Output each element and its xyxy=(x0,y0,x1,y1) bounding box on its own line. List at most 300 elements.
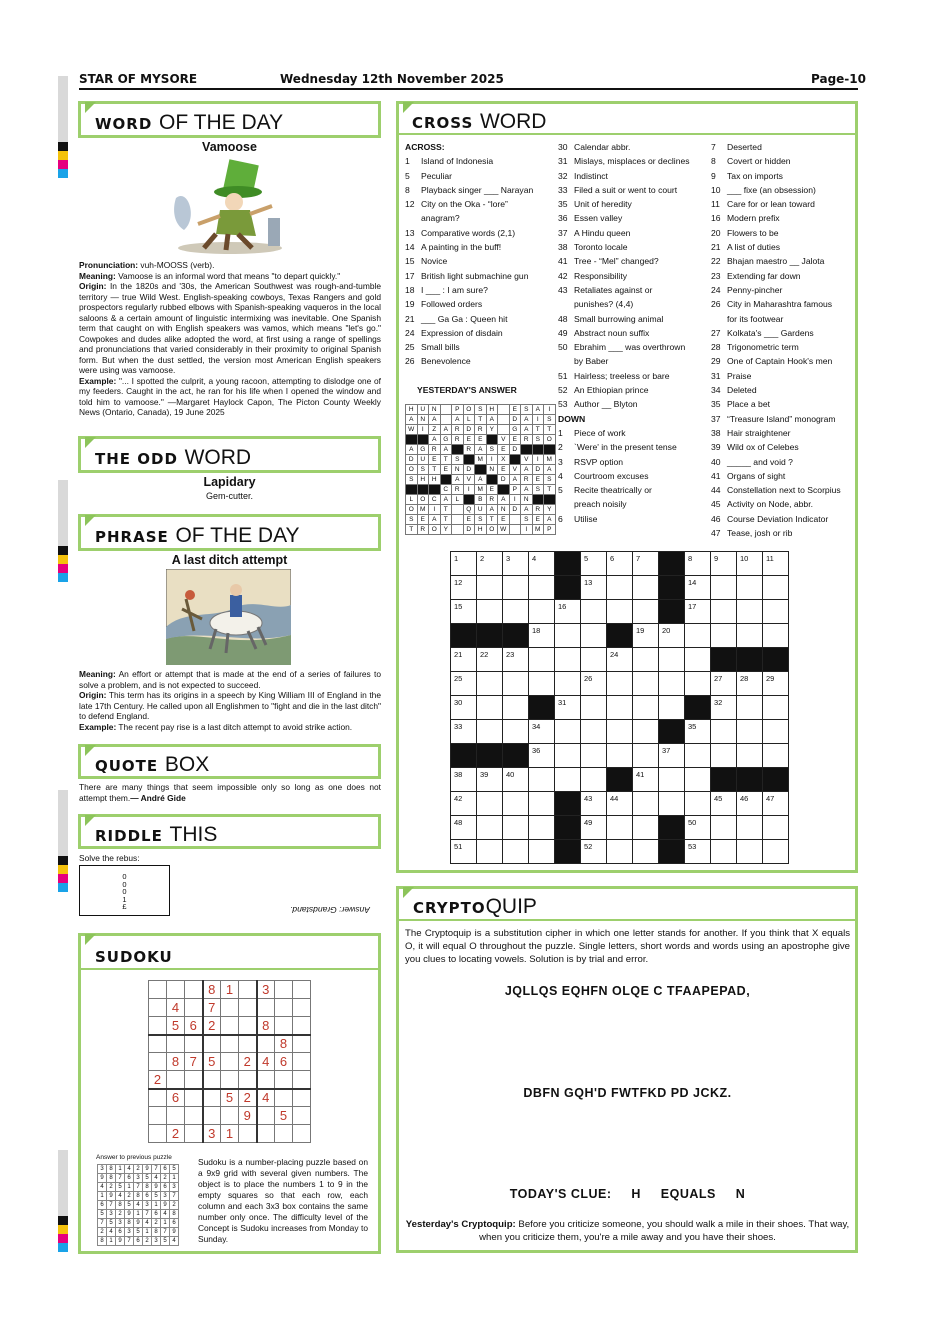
clue-number: 37 xyxy=(558,227,568,238)
crossword-cell[interactable]: 35 xyxy=(685,720,711,744)
crossword-cell[interactable] xyxy=(529,816,555,840)
crossword-cell[interactable] xyxy=(607,744,633,768)
sudoku-cell[interactable]: 8 xyxy=(203,981,221,999)
clue-number: 1 xyxy=(405,156,410,167)
sudoku-cell[interactable] xyxy=(239,1017,257,1035)
sudoku-cell[interactable] xyxy=(257,999,275,1017)
sudoku-cell[interactable] xyxy=(185,1035,203,1053)
crossword-cell[interactable] xyxy=(711,600,737,624)
sudoku-cell[interactable]: 1 xyxy=(221,1125,239,1143)
sudoku-cell: 9 xyxy=(107,1192,116,1201)
sudoku-cell[interactable]: 7 xyxy=(203,999,221,1017)
sudoku-cell[interactable]: 5 xyxy=(221,1089,239,1107)
crossword-cell[interactable] xyxy=(763,600,789,624)
sudoku-cell[interactable] xyxy=(167,1107,185,1125)
crossword-cell[interactable]: 12 xyxy=(451,576,477,600)
crossword-cell[interactable] xyxy=(477,576,503,600)
answer-cell xyxy=(521,445,533,455)
sudoku-cell[interactable] xyxy=(293,1071,311,1089)
paper-name: STAR OF MYSORE xyxy=(79,72,198,86)
crossword-cell[interactable]: 42 xyxy=(451,792,477,816)
crossword-cell[interactable] xyxy=(633,840,659,864)
answer-cell: A xyxy=(429,435,441,445)
crossword-cell[interactable] xyxy=(477,816,503,840)
black-square xyxy=(607,624,633,648)
crossword-cell[interactable]: 20 xyxy=(659,624,685,648)
crossword-cell[interactable]: 31 xyxy=(555,696,581,720)
crossword-cell[interactable]: 38 xyxy=(451,768,477,792)
sudoku-cell: 8 xyxy=(107,1174,116,1183)
sudoku-cell[interactable]: 6 xyxy=(167,1089,185,1107)
crossword-cell[interactable]: 8 xyxy=(685,552,711,576)
crossword-cell[interactable] xyxy=(633,720,659,744)
clue-number: 2 xyxy=(558,442,563,453)
sudoku-answer-grid xyxy=(97,1164,179,1246)
crossword-cell[interactable]: 53 xyxy=(685,840,711,864)
sudoku-cell: 5 xyxy=(116,1183,125,1192)
clue-number: 39 xyxy=(711,442,721,453)
sudoku-cell[interactable]: 8 xyxy=(257,1017,275,1035)
sudoku-cell[interactable]: 2 xyxy=(149,1071,167,1089)
sudoku-cell: 6 xyxy=(143,1192,152,1201)
crossword-cell[interactable]: 22 xyxy=(477,648,503,672)
sudoku-cell[interactable] xyxy=(149,981,167,999)
sudoku-cell[interactable] xyxy=(221,1071,239,1089)
sudoku-cell: 1 xyxy=(143,1228,152,1237)
clue xyxy=(405,354,533,368)
crossword-cell[interactable] xyxy=(607,600,633,624)
crossword-cell[interactable] xyxy=(477,792,503,816)
crossword-cell[interactable] xyxy=(737,576,763,600)
sudoku-cell[interactable] xyxy=(293,1107,311,1125)
crossword-cell[interactable] xyxy=(711,624,737,648)
answer-cell: N xyxy=(417,415,429,425)
clue-number: 8 xyxy=(405,184,410,195)
sudoku-cell[interactable] xyxy=(293,981,311,999)
crossword-cell[interactable] xyxy=(633,672,659,696)
crossword-cell[interactable]: 26 xyxy=(581,672,607,696)
crossword-cell[interactable]: 27 xyxy=(711,672,737,696)
crossword-cell[interactable] xyxy=(659,792,685,816)
answer-cell: W xyxy=(498,525,510,535)
sudoku-cell[interactable] xyxy=(293,1035,311,1053)
crossword-cell[interactable] xyxy=(555,720,581,744)
sudoku-cell[interactable] xyxy=(149,1107,167,1125)
crossword-cell[interactable]: 15 xyxy=(451,600,477,624)
crossword-cell[interactable] xyxy=(607,576,633,600)
crossword-cell[interactable] xyxy=(477,696,503,720)
crossword-cell[interactable]: 48 xyxy=(451,816,477,840)
sudoku-cell: 1 xyxy=(107,1237,116,1246)
crossword-cell[interactable]: 41 xyxy=(633,768,659,792)
crossword-cell[interactable] xyxy=(529,792,555,816)
crossword-cell[interactable] xyxy=(633,792,659,816)
crossword-cell[interactable] xyxy=(477,720,503,744)
crossword-cell[interactable] xyxy=(737,720,763,744)
crossword-cell[interactable] xyxy=(659,696,685,720)
crossword-cell[interactable]: 50 xyxy=(685,816,711,840)
sudoku-cell[interactable]: 4 xyxy=(257,1089,275,1107)
answer-cell: N xyxy=(452,465,464,475)
sudoku-cell[interactable] xyxy=(275,1071,293,1089)
sudoku-cell[interactable] xyxy=(149,1053,167,1071)
sudoku-cell[interactable]: 6 xyxy=(185,1017,203,1035)
crossword-cell[interactable] xyxy=(503,576,529,600)
sudoku-cell[interactable] xyxy=(185,981,203,999)
sudoku-cell[interactable]: 6 xyxy=(275,1053,293,1071)
crossword-cell[interactable]: 17 xyxy=(685,600,711,624)
answer-cell: O xyxy=(417,495,429,505)
sudoku-cell[interactable] xyxy=(149,1089,167,1107)
yesterday-answer-grid xyxy=(405,404,556,535)
clue xyxy=(405,226,533,240)
crossword-cell[interactable]: 2 xyxy=(477,552,503,576)
crossword-cell[interactable] xyxy=(555,648,581,672)
crossword-cell[interactable] xyxy=(529,600,555,624)
sudoku-cell[interactable] xyxy=(203,1071,221,1089)
sudoku-grid[interactable] xyxy=(148,980,311,1143)
sudoku-cell[interactable] xyxy=(257,1107,275,1125)
sudoku-cell[interactable] xyxy=(275,1125,293,1143)
sudoku-cell[interactable] xyxy=(239,1071,257,1089)
clue-number: 5 xyxy=(405,170,410,181)
crossword-cell[interactable]: 43 xyxy=(581,792,607,816)
crossword-cell[interactable] xyxy=(529,840,555,864)
crossword-cell[interactable] xyxy=(581,600,607,624)
crossword-cell[interactable] xyxy=(581,648,607,672)
crossword-cell[interactable] xyxy=(607,672,633,696)
sudoku-cell[interactable] xyxy=(293,1053,311,1071)
crossword-cell[interactable]: 21 xyxy=(451,648,477,672)
crossword-cell[interactable]: 1 xyxy=(451,552,477,576)
crossword-cell[interactable] xyxy=(737,816,763,840)
crossword-cell[interactable]: 10 xyxy=(737,552,763,576)
clues-across-2: 30 Calendar abbr. 31 Mislays, misplaces or declines 32 Indistinct 33 Filed a suit or went to court 35 Unit of heredity 36 Essen valley 37 A Hindu queen 38 Toronto locale 41 Tree - “Mel” changed? 42 Responsibility 43 Retaliates against or punishes? (4,4) 48 Small burrowing animal 49 Abstract noun suffix 50 Ebrahim ___ was overthrown by Baber 51 Hairless; treeless or bare 52 An Ethiopian prince 53 Author __ Blyton DOWN 1 Piece of work 2 `Were' in the present tense 3 RSVP option 4 Courtroom excuses 5 Recite theatrically or preach noisily 6 Utilise xyxy=(558,140,690,526)
page-number: Page-10 xyxy=(811,72,866,86)
answer-cell: S xyxy=(521,405,533,415)
answer-cell: A xyxy=(452,475,464,485)
answer-cell: A xyxy=(486,505,498,515)
sudoku-cell[interactable] xyxy=(239,999,257,1017)
crossword-cell[interactable] xyxy=(555,768,581,792)
crossword-cell[interactable] xyxy=(477,600,503,624)
crossword-cell[interactable] xyxy=(581,696,607,720)
clue xyxy=(711,497,841,511)
crossword-cell[interactable] xyxy=(581,744,607,768)
crossword-cell[interactable] xyxy=(555,624,581,648)
crossword-cell[interactable] xyxy=(529,648,555,672)
crossword-cell[interactable] xyxy=(659,768,685,792)
clue-number: 1 xyxy=(558,427,563,438)
sudoku-cell[interactable] xyxy=(275,981,293,999)
answer-cell: A xyxy=(429,515,441,525)
crossword-cell[interactable]: 29 xyxy=(763,672,789,696)
crossword-cell[interactable] xyxy=(685,792,711,816)
crossword-cell[interactable] xyxy=(737,600,763,624)
crossword-cell[interactable] xyxy=(633,600,659,624)
crossword-cell[interactable] xyxy=(581,720,607,744)
crossword-cell[interactable] xyxy=(503,672,529,696)
sudoku-cell[interactable] xyxy=(275,1089,293,1107)
crossword-cell[interactable]: 24 xyxy=(607,648,633,672)
clue xyxy=(405,211,533,225)
answer-cell: L xyxy=(406,495,418,505)
sudoku-cell: 4 xyxy=(116,1192,125,1201)
crossword-cell[interactable] xyxy=(633,816,659,840)
crossword-cell[interactable] xyxy=(685,648,711,672)
sudoku-cell[interactable]: 1 xyxy=(221,981,239,999)
crossword-cell[interactable] xyxy=(607,840,633,864)
crossword-cell[interactable] xyxy=(607,696,633,720)
answer-cell xyxy=(532,445,544,455)
crossword-cell[interactable] xyxy=(529,672,555,696)
crossword-cell[interactable]: 45 xyxy=(711,792,737,816)
clue-number: 35 xyxy=(558,199,568,210)
crossword-cell[interactable] xyxy=(763,816,789,840)
sudoku-cell[interactable]: 2 xyxy=(167,1125,185,1143)
sudoku-cell[interactable] xyxy=(221,1035,239,1053)
crossword-cell[interactable] xyxy=(503,792,529,816)
clue-number: 8 xyxy=(711,156,716,167)
answer-cell: I xyxy=(509,495,521,505)
crossword-cell[interactable]: 18 xyxy=(529,624,555,648)
sudoku-cell[interactable] xyxy=(185,1125,203,1143)
sudoku-cell[interactable] xyxy=(293,1125,311,1143)
crossword-cell[interactable]: 37 xyxy=(659,744,685,768)
sudoku-cell[interactable]: 5 xyxy=(275,1107,293,1125)
clue-number: 24 xyxy=(405,327,415,338)
sudoku-cell[interactable] xyxy=(203,1089,221,1107)
sudoku-cell[interactable] xyxy=(203,1107,221,1125)
sudoku-cell[interactable]: 4 xyxy=(257,1053,275,1071)
sudoku-cell[interactable] xyxy=(239,1035,257,1053)
sudoku-cell[interactable]: 8 xyxy=(167,1053,185,1071)
sudoku-cell[interactable] xyxy=(293,1089,311,1107)
answer-cell: E xyxy=(532,475,544,485)
answer-cell: I xyxy=(521,525,533,535)
sudoku-cell[interactable] xyxy=(257,1035,275,1053)
sudoku-cell[interactable]: 9 xyxy=(239,1107,257,1125)
crossword-cell[interactable] xyxy=(659,672,685,696)
crossword-cell[interactable]: 6 xyxy=(607,552,633,576)
crossword-cell[interactable]: 39 xyxy=(477,768,503,792)
sudoku-cell[interactable] xyxy=(149,1035,167,1053)
crossword-cell[interactable] xyxy=(607,816,633,840)
sudoku-cell[interactable]: 5 xyxy=(203,1053,221,1071)
sudoku-cell: 4 xyxy=(134,1201,143,1210)
crossword-cell[interactable]: 51 xyxy=(451,840,477,864)
sudoku-cell[interactable] xyxy=(293,999,311,1017)
sudoku-cell: 5 xyxy=(161,1237,170,1246)
crossword-cell[interactable] xyxy=(711,576,737,600)
sudoku-cell[interactable] xyxy=(275,999,293,1017)
clue-number: 7 xyxy=(711,142,716,152)
crossword-cell[interactable] xyxy=(711,816,737,840)
crossword-cell[interactable]: 52 xyxy=(581,840,607,864)
crossword-cell[interactable] xyxy=(529,768,555,792)
potd-body: Meaning: An effort or attempt that is made at the end of a series of failures to solve a problem, and is not expected to succeed. Origin: This term has its origins in a speech by King William III of England in the late 17th Century. He called upon all Englishmen to "fight and die in the last ditch" to defend England. Example: The recent pay rise is a last ditch attempt to avoid strike action. xyxy=(79,669,381,732)
sudoku-cell[interactable] xyxy=(149,999,167,1017)
crossword-cell[interactable] xyxy=(581,624,607,648)
crossword-cell[interactable]: 25 xyxy=(451,672,477,696)
clue xyxy=(558,354,690,368)
crossword-cell[interactable] xyxy=(711,720,737,744)
sudoku-cell[interactable] xyxy=(167,1071,185,1089)
crossword-cell[interactable] xyxy=(555,744,581,768)
sudoku-cell[interactable] xyxy=(203,1035,221,1053)
crossword-cell[interactable] xyxy=(529,576,555,600)
crossword-cell[interactable]: 23 xyxy=(503,648,529,672)
sudoku-cell[interactable] xyxy=(185,1107,203,1125)
crossword-cell[interactable]: 40 xyxy=(503,768,529,792)
crossword-cell[interactable] xyxy=(737,696,763,720)
crossword-cell[interactable] xyxy=(633,648,659,672)
crossword-cell[interactable] xyxy=(503,840,529,864)
black-square xyxy=(529,696,555,720)
clue xyxy=(558,140,690,154)
crossword-cell[interactable] xyxy=(711,840,737,864)
crossword-cell[interactable] xyxy=(737,840,763,864)
sudoku-cell: 1 xyxy=(170,1174,179,1183)
sudoku-cell: 3 xyxy=(143,1201,152,1210)
crossword-cell[interactable] xyxy=(763,576,789,600)
clue-text: A list of duties xyxy=(727,242,781,253)
crossword-cell[interactable] xyxy=(737,744,763,768)
crossword-cell[interactable] xyxy=(633,576,659,600)
sudoku-description: Sudoku is a number-placing puzzle based on a 9x9 grid with several given numbers. The object is to place the numbers 1 to 9 in the empty squares so that each row, each column and each 3x3 box contains the same number only once. The difficulty level of the Concept is Sudoku increases from Monday to Sunday. xyxy=(198,1157,368,1244)
crossword-cell[interactable] xyxy=(763,696,789,720)
black-square xyxy=(685,696,711,720)
crossword-grid[interactable] xyxy=(450,551,789,864)
crossword-cell[interactable]: 33 xyxy=(451,720,477,744)
crossword-cell[interactable] xyxy=(477,672,503,696)
clue-text: Covert or hidden xyxy=(727,156,791,167)
sudoku-cell[interactable] xyxy=(293,1017,311,1035)
sudoku-cell[interactable]: 3 xyxy=(257,981,275,999)
answer-cell: A xyxy=(486,415,498,425)
crossword-cell[interactable] xyxy=(763,840,789,864)
crossword-cell[interactable]: 49 xyxy=(581,816,607,840)
sudoku-cell[interactable]: 2 xyxy=(239,1053,257,1071)
crossword-cell[interactable]: 19 xyxy=(633,624,659,648)
crossword-cell[interactable] xyxy=(581,768,607,792)
crossword-cell[interactable] xyxy=(503,696,529,720)
clue-text: RSVP option xyxy=(574,456,624,467)
crossword-cell[interactable] xyxy=(503,600,529,624)
crossword-cell[interactable] xyxy=(685,744,711,768)
crossword-cell[interactable] xyxy=(659,648,685,672)
sudoku-cell[interactable] xyxy=(257,1125,275,1143)
answer-cell: S xyxy=(417,465,429,475)
answer-cell: A xyxy=(509,475,521,485)
sudoku-cell[interactable]: 4 xyxy=(167,999,185,1017)
crossword-cell[interactable]: 3 xyxy=(503,552,529,576)
crossword-cell[interactable] xyxy=(555,672,581,696)
sudoku-cell[interactable] xyxy=(185,1089,203,1107)
crossword-cell[interactable]: 4 xyxy=(529,552,555,576)
sudoku-cell[interactable]: 2 xyxy=(203,1017,221,1035)
crossword-cell[interactable]: 9 xyxy=(711,552,737,576)
sudoku-cell[interactable]: 3 xyxy=(203,1125,221,1143)
crossword-cell[interactable]: 36 xyxy=(529,744,555,768)
crossword-cell[interactable]: 30 xyxy=(451,696,477,720)
crossword-cell[interactable] xyxy=(503,816,529,840)
crossword-cell[interactable]: 47 xyxy=(763,792,789,816)
crossword-cell[interactable] xyxy=(607,720,633,744)
crossword-cell[interactable]: 11 xyxy=(763,552,789,576)
sudoku-cell[interactable] xyxy=(149,1125,167,1143)
crossword-cell[interactable] xyxy=(503,720,529,744)
crossword-cell[interactable]: 7 xyxy=(633,552,659,576)
sudoku-cell[interactable] xyxy=(221,1107,239,1125)
sudoku-cell[interactable] xyxy=(185,999,203,1017)
crossword-cell[interactable] xyxy=(737,624,763,648)
sudoku-cell[interactable] xyxy=(149,1017,167,1035)
answer-cell xyxy=(406,435,418,445)
sudoku-cell[interactable] xyxy=(167,981,185,999)
sudoku-cell[interactable] xyxy=(185,1071,203,1089)
crossword-cell[interactable] xyxy=(711,744,737,768)
clue xyxy=(711,297,841,311)
crossword-cell[interactable]: 44 xyxy=(607,792,633,816)
answer-cell: M xyxy=(475,455,487,465)
crossword-cell[interactable]: 14 xyxy=(685,576,711,600)
answer-cell: G xyxy=(417,445,429,455)
crossword-cell[interactable] xyxy=(633,744,659,768)
crossword-cell[interactable]: 28 xyxy=(737,672,763,696)
clues-down-2 xyxy=(711,140,841,540)
crossword-cell[interactable] xyxy=(633,696,659,720)
crossword-cell[interactable] xyxy=(685,624,711,648)
sudoku-cell[interactable]: 7 xyxy=(185,1053,203,1071)
crossword-cell[interactable]: 16 xyxy=(555,600,581,624)
clue-text: preach noisily xyxy=(574,499,627,510)
clue-text: Indistinct xyxy=(574,170,608,181)
sudoku-cell[interactable] xyxy=(257,1071,275,1089)
crossword-cell[interactable] xyxy=(477,840,503,864)
crossword-cell[interactable] xyxy=(763,624,789,648)
sudoku-cell[interactable] xyxy=(275,1017,293,1035)
sudoku-cell[interactable] xyxy=(239,1125,257,1143)
crossword-cell[interactable]: 34 xyxy=(529,720,555,744)
sudoku-cell[interactable]: 5 xyxy=(167,1017,185,1035)
wotd-title: WORD OF THE DAY xyxy=(95,111,284,134)
sudoku-cell[interactable] xyxy=(221,1017,239,1035)
sudoku-cell: 2 xyxy=(143,1237,152,1246)
crossword-cell[interactable]: 13 xyxy=(581,576,607,600)
sudoku-cell[interactable] xyxy=(167,1035,185,1053)
crossword-cell[interactable] xyxy=(763,744,789,768)
crossword-cell[interactable] xyxy=(685,768,711,792)
sudoku-cell[interactable]: 8 xyxy=(275,1035,293,1053)
yesterday-answer-label: YESTERDAY'S ANSWER xyxy=(417,385,517,395)
crossword-cell[interactable]: 46 xyxy=(737,792,763,816)
crossword-cell[interactable] xyxy=(685,672,711,696)
sudoku-cell[interactable] xyxy=(239,981,257,999)
color-mark xyxy=(58,546,68,582)
sudoku-cell[interactable] xyxy=(221,999,239,1017)
sudoku-cell: 4 xyxy=(125,1165,134,1174)
answer-cell: I xyxy=(486,455,498,465)
crossword-cell[interactable] xyxy=(763,720,789,744)
clue-number: 6 xyxy=(558,513,563,524)
answer-cell: I xyxy=(463,485,475,495)
crossword-cell[interactable]: 5 xyxy=(581,552,607,576)
sudoku-cell[interactable] xyxy=(221,1053,239,1071)
sudoku-cell[interactable]: 2 xyxy=(239,1089,257,1107)
crossword-cell[interactable]: 32 xyxy=(711,696,737,720)
clue xyxy=(405,254,533,268)
